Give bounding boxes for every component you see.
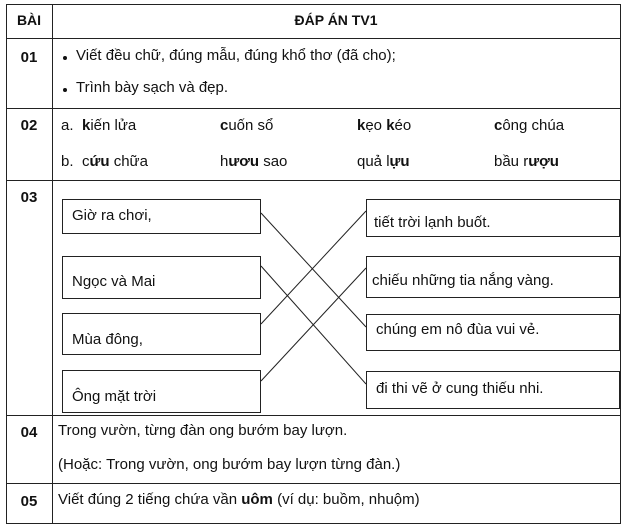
left-box-1-text: Giờ ra chơi, — [72, 207, 152, 224]
right-box-3-text: chúng em nô đùa vui vẻ. — [376, 321, 540, 338]
left-box-2-text: Ngọc và Mai — [72, 273, 156, 290]
q01-item-1: Viết đều chữ, đúng mẫu, đúng khổ thơ (đã cho); — [76, 47, 396, 64]
q02-word-qua-luu: quả lựu — [357, 153, 410, 170]
right-box-4-text: đi thi vẽ ở cung thiếu nhi. — [376, 380, 544, 397]
q02-word-kien-lua: kiến lửa — [82, 117, 137, 134]
q04-answer-line-2: (Hoặc: Trong vườn, ong bướm bay lượn từng đàn.) — [58, 456, 401, 473]
q02-row-a-marker: a. — [61, 117, 74, 134]
question-number-01: 01 — [20, 49, 38, 66]
left-box-3-text: Mùa đông, — [72, 331, 143, 348]
q02-word-cong-chua: công chúa — [494, 117, 565, 134]
right-box-2-text: chiếu những tia nắng vàng. — [372, 272, 554, 289]
question-number-03: 03 — [20, 189, 38, 206]
q02-word-cuon-so: cuốn sổ — [220, 117, 274, 134]
header-col-answer: ĐÁP ÁN TV1 — [294, 12, 378, 28]
q02-word-keo-keo: kẹo kéo — [357, 117, 412, 134]
header-col-bai: BÀI — [16, 12, 42, 28]
q02-word-cuu-chua: cứu chữa — [82, 153, 148, 170]
q05-answer: Viết đúng 2 tiếng chứa vần uôm (ví dụ: buồm, nhuộm) — [58, 491, 420, 508]
match-line-4 — [261, 268, 366, 381]
question-number-02: 02 — [20, 117, 38, 134]
match-line-3 — [261, 211, 366, 324]
question-number-04: 04 — [20, 424, 38, 441]
left-box-4-text: Ông mặt trời — [72, 388, 157, 405]
question-number-05: 05 — [20, 493, 38, 510]
q02-word-huou-sao: hươu sao — [220, 153, 288, 170]
match-line-1 — [261, 213, 366, 327]
q01-item-2: Trình bày sạch và đẹp. — [76, 79, 229, 96]
q04-answer-line-1: Trong vườn, từng đàn ong bướm bay lượn. — [58, 422, 348, 439]
right-box-1-text: tiết trời lạnh buốt. — [374, 214, 491, 231]
q02-word-bau-ruou: bầu rượu — [494, 153, 559, 170]
q02-row-b-marker: b. — [61, 153, 74, 170]
